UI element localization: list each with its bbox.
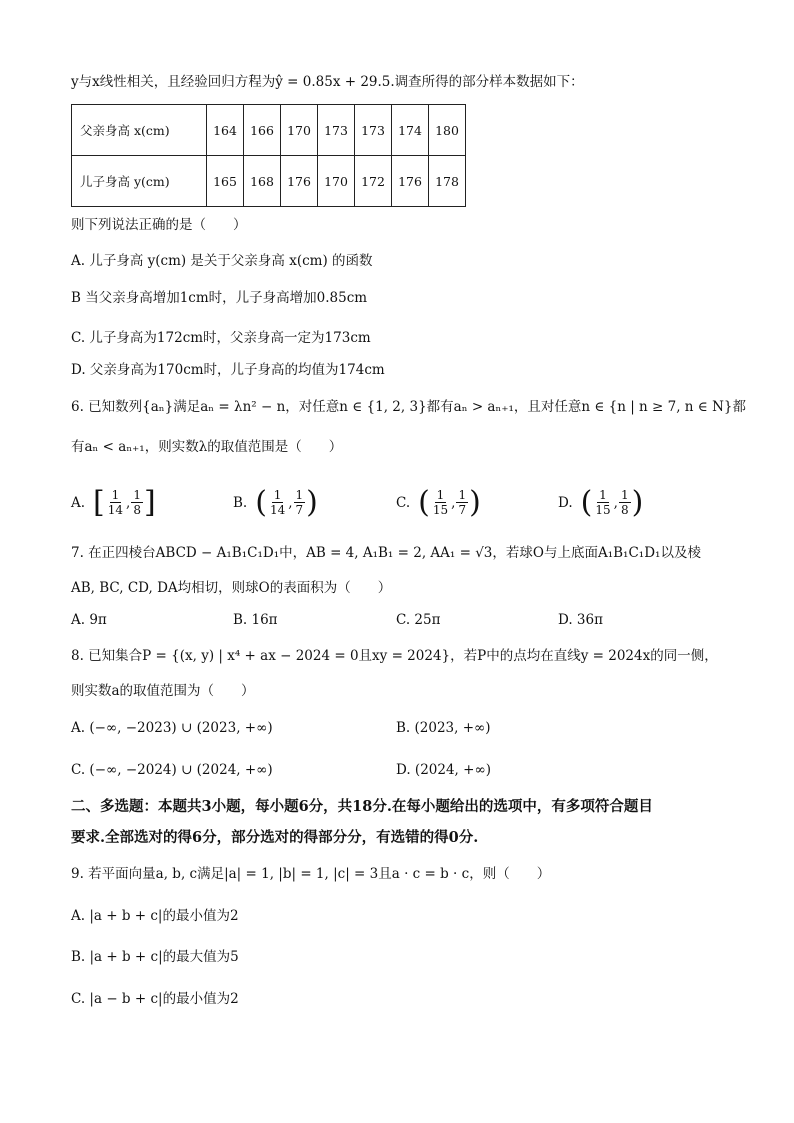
numerator: 1 — [458, 488, 467, 502]
numerator: 1 — [599, 488, 607, 502]
section-2-heading-cont: 要求.全部选对的得6分，部分选对的得部分分，有选错的得0分. — [71, 829, 479, 846]
q6-option-d: D. ( $\frac{1}{15}$ , $\frac{1}{8}$ ) — [558, 484, 644, 520]
interval-bracket: ( — [418, 484, 430, 520]
table-cell: 168 — [244, 156, 281, 207]
fraction — [268, 488, 287, 517]
q5-option-c: C. 儿子身高为172cm时，父亲身高一定为173cm — [71, 330, 371, 346]
q5-stem: 则下列说法正确的是（ ） — [71, 217, 247, 233]
numerator: 1 — [133, 488, 141, 502]
interval-bracket: ( — [255, 484, 267, 520]
denominator: 7 — [295, 503, 304, 517]
option-label: B. — [233, 494, 248, 511]
table-cell: 178 — [429, 156, 466, 207]
fraction — [593, 488, 612, 517]
interval-bracket: ) — [469, 484, 481, 520]
table-cell: 170 — [318, 156, 355, 207]
q7-option-d: D. 36π — [558, 612, 603, 628]
q7-option-b: B. 16π — [233, 612, 278, 628]
table-cell: 165 — [207, 156, 244, 207]
q9-option-c: C. |a − b + c|的最小值为2 — [71, 991, 239, 1007]
fraction — [131, 488, 143, 517]
q9-option-b: B. |a + b + c|的最大值为5 — [71, 949, 239, 965]
section-2-heading: 二、多选题：本题共3小题，每小题6分，共18分.在每小题给出的选项中，有多项符合题目 — [71, 798, 653, 815]
table-cell: 174 — [392, 105, 429, 156]
numerator: 1 — [111, 488, 120, 502]
q7-option-c: C. 25π — [396, 612, 441, 628]
q7-line-1: 7. 在正四棱台ABCD − A₁B₁C₁D₁中，AB = 4, A₁B₁ = 2, AA₁ = √3，若球O与上底面A₁B₁C₁D₁以及棱 — [71, 545, 701, 561]
q8-option-b: B. (2023, +∞) — [396, 720, 491, 736]
numerator: 1 — [620, 488, 629, 502]
q7-option-a: A. 9π — [71, 612, 107, 628]
interval-bracket: ) — [631, 484, 644, 520]
q8-option-a: A. (−∞, −2023) ∪ (2023, +∞) — [71, 720, 273, 736]
fraction — [106, 488, 125, 517]
q6-option-b: B. ( $\frac{1}{14}$ , $\frac{1}{7}$ ) — [233, 484, 318, 520]
option-label: C. — [396, 494, 411, 511]
interval-bracket: ] — [143, 484, 156, 520]
denominator: 8 — [620, 503, 629, 517]
denominator: 15 — [432, 503, 449, 517]
table-cell: 170 — [281, 105, 318, 156]
q6-option-c: C. ( $\frac{1}{15}$ , $\frac{1}{7}$ ) — [396, 484, 481, 520]
numerator: 1 — [273, 488, 282, 502]
table-cell: 164 — [207, 105, 244, 156]
interval-bracket: ( — [580, 484, 593, 520]
option-label: A. — [71, 494, 86, 511]
q6-line-2: 有aₙ < aₙ₊₁，则实数λ的取值范围是（ ） — [71, 439, 343, 455]
table-cell: 176 — [392, 156, 429, 207]
q9-option-a: A. |a + b + c|的最小值为2 — [71, 908, 239, 924]
q5-option-b: B 当父亲身高增加1cm时，儿子身高增加0.85cm — [71, 290, 368, 306]
option-label: D. — [558, 494, 573, 511]
table-cell: 176 — [281, 156, 318, 207]
denominator: 14 — [107, 503, 124, 517]
q6-option-a: A. [ $\frac{1}{14}$ , $\frac{1}{8}$ ] — [71, 484, 156, 520]
denominator: 8 — [133, 503, 141, 517]
denominator: 7 — [458, 503, 467, 517]
table-cell: 173 — [318, 105, 355, 156]
table-header-cell: 儿子身高 y(cm) — [72, 156, 207, 207]
q8-line-2: 则实数a的取值范围为（ ） — [71, 683, 255, 699]
q6-line-1: 6. 已知数列{aₙ}满足aₙ = λn² − n，对任意n ∈ {1, 2, 3}都有aₙ > aₙ₊₁，且对任意n ∈ {n | n ≥ 7, n ∈ N}都 — [71, 399, 746, 415]
sample-data-table — [71, 104, 466, 207]
denominator: 14 — [269, 503, 286, 517]
q8-option-c: C. (−∞, −2024) ∪ (2024, +∞) — [71, 762, 273, 778]
table-cell: 180 — [429, 105, 466, 156]
table-row — [72, 105, 466, 156]
table-cell: 166 — [244, 105, 281, 156]
numerator: 1 — [295, 488, 304, 502]
numerator: 1 — [436, 488, 445, 502]
fraction — [619, 488, 631, 517]
q7-line-2: AB, BC, CD, DA均相切，则球O的表面积为（ ） — [71, 580, 392, 596]
table-cell: 173 — [355, 105, 392, 156]
table-row — [72, 156, 466, 207]
fraction — [294, 488, 306, 517]
denominator: 15 — [595, 503, 611, 517]
q8-option-d: D. (2024, +∞) — [396, 762, 491, 778]
q9-stem: 9. 若平面向量a, b, c满足|a| = 1, |b| = 1, |c| = 3且a · c = b · c，则（ ） — [71, 866, 551, 882]
q5-option-d: D. 父亲身高为170cm时，儿子身高的均值为174cm — [71, 362, 385, 378]
q5-option-a: A. 儿子身高 y(cm) 是关于父亲身高 x(cm) 的函数 — [71, 253, 373, 269]
fraction — [456, 488, 468, 517]
table-header-cell: 父亲身高 x(cm) — [72, 105, 207, 156]
fraction — [431, 488, 450, 517]
q8-line-1: 8. 已知集合P = {(x, y) | x⁴ + ax − 2024 = 0且xy = 2024}，若P中的点均在直线y = 2024x的同一侧， — [71, 648, 718, 664]
table-cell: 172 — [355, 156, 392, 207]
intro-line: y与x线性相关，且经验回归方程为ŷ = 0.85x + 29.5.调查所得的部分样本数据如下： — [71, 74, 584, 90]
interval-bracket: ) — [306, 484, 318, 520]
interval-bracket: [ — [93, 484, 105, 520]
